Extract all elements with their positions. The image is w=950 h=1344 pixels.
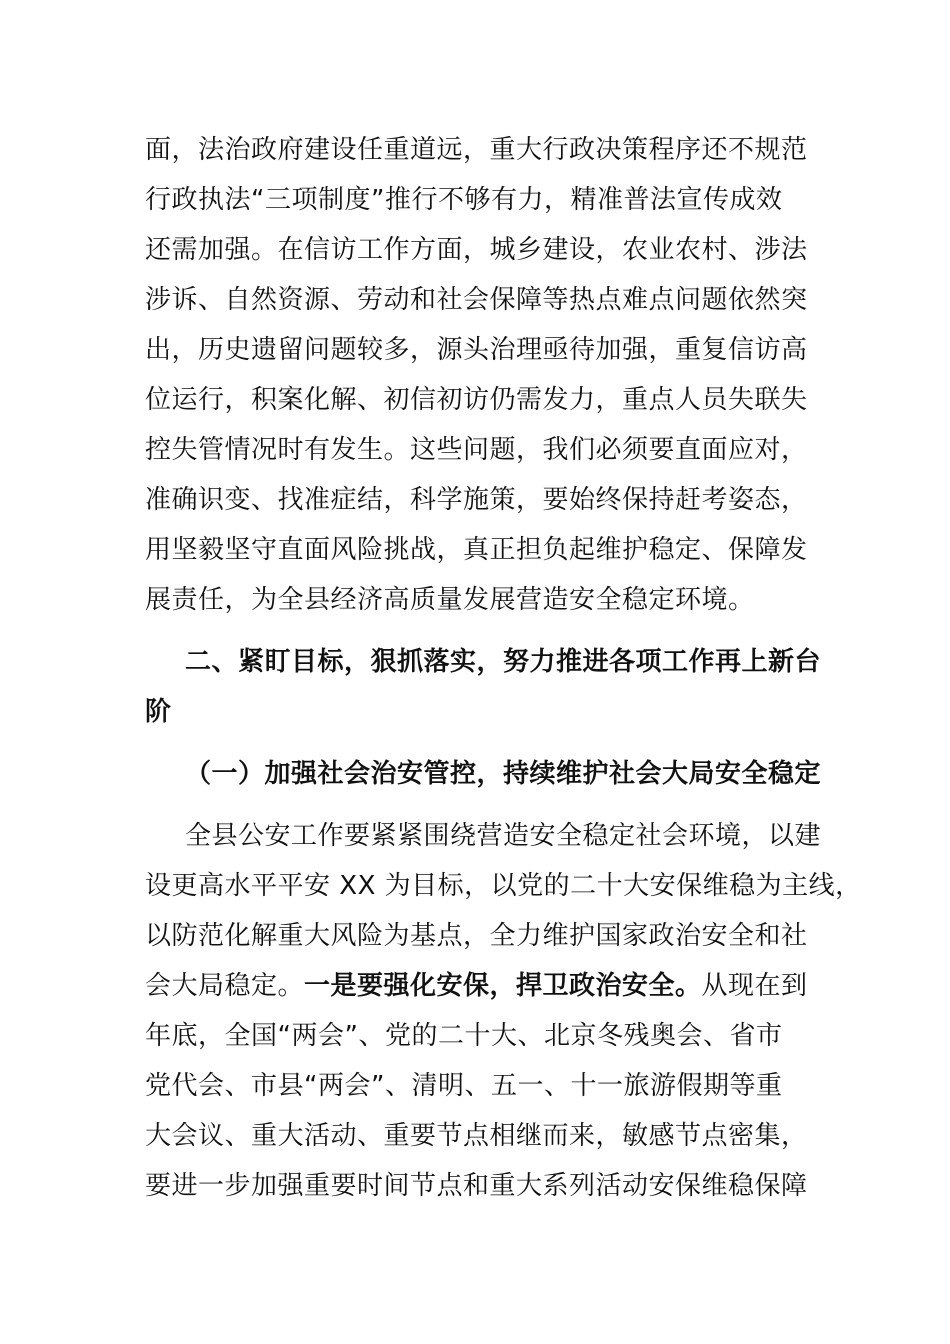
body-text-line: 设更高水平平安 XX 为目标，以党的二十大安保维稳为主线， (145, 871, 862, 901)
body-text-line: 位运行，积案化解、初信初访仍需发力，重点人员失联失 (145, 385, 808, 415)
body-text-segment: 从现在到 (701, 971, 808, 1001)
body-text-line: 党代会、市县“两会”、清明、五一、十一旅游假期等重 (145, 1071, 783, 1101)
emphasis-text: 一是要强化安保，捍卫政治安全。 (304, 971, 702, 1001)
body-text-line: 大会议、重大活动、重要节点相继而来，敏感节点密集， (145, 1121, 808, 1151)
body-text-line: 行政执法“三项制度”推行不够有力，精准普法宣传成效 (145, 185, 783, 215)
body-text-line: 面，法治政府建设任重道远，重大行政决策程序还不规范 (145, 135, 808, 165)
body-text-line: 涉诉、自然资源、劳动和社会保障等热点难点问题依然突 (145, 285, 808, 315)
body-text-line: 以防范化解重大风险为基点，全力维护国家政治安全和社 (145, 921, 808, 951)
body-text-line: 年底，全国“两会”、党的二十大、北京冬残奥会、省市 (145, 1021, 783, 1051)
body-text-line: 要进一步加强重要时间节点和重大系列活动安保维稳保障 (145, 1171, 808, 1201)
body-text-line: 展责任，为全县经济高质量发展营造安全稳定环境。 (145, 585, 755, 615)
body-text-line: 准确识变、找准症结，科学施策，要始终保持赶考姿态， (145, 485, 808, 515)
body-text-line: 全县公安工作要紧紧围绕营造安全稳定社会环境，以建 (185, 821, 822, 851)
body-text-line: 出，历史遗留问题较多，源头治理亟待加强，重复信访高 (145, 335, 808, 365)
section-heading: 二、紧盯目标，狠抓落实，努力推进各项工作再上新台 (185, 647, 822, 677)
body-text-line-mixed (145, 970, 808, 1002)
body-text-line: 还需加强。在信访工作方面，城乡建设，农业农村、涉法 (145, 235, 808, 265)
body-text-line: 用坚毅坚守直面风险挑战，真正担负起维护稳定、保障发 (145, 535, 808, 565)
body-text-line: 控失管情况时有发生。这些问题，我们必须要直面应对， (145, 435, 808, 465)
body-text-segment: 会大局稳定。 (145, 971, 305, 1001)
section-heading-continuation: 阶 (145, 697, 172, 727)
subsection-heading: （一）加强社会治安管控，持续维护社会大局安全稳定 (185, 759, 822, 789)
